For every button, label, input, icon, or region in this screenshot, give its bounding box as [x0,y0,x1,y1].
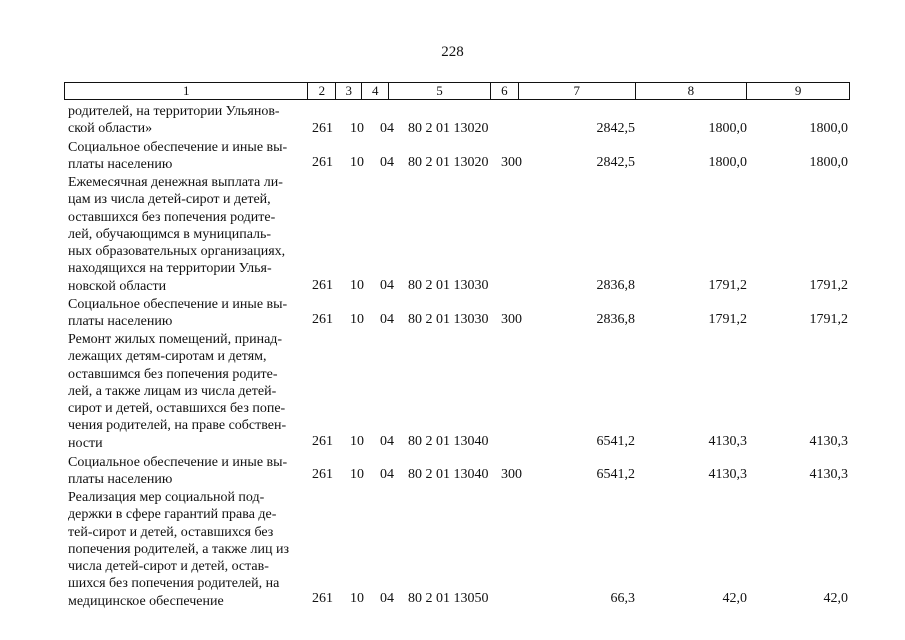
column-header-1: 1 [65,83,308,99]
column-header-7: 7 [519,83,636,99]
cell-col-5: 80 2 01 13030 [408,312,489,327]
cell-col-4: 04 [380,434,394,449]
cell-col-8: 4130,3 [708,434,747,449]
cell-col-9: 1791,2 [809,312,848,327]
cell-col-2: 261 [312,434,333,449]
row-description: Социальное обеспечение и иные вы- платы населению [68,297,288,330]
cell-col-7: 2836,8 [596,278,635,293]
cell-col-3: 10 [350,278,364,293]
row-description: родителей, на территории Ульянов- ской области» [68,104,280,137]
cell-col-8: 4130,3 [708,467,747,482]
column-header-5: 5 [389,83,491,99]
row-values [0,154,905,172]
cell-col-3: 10 [350,467,364,482]
row-description: Социальное обеспечение и иные вы- платы населению [68,140,288,173]
cell-col-7: 6541,2 [596,467,635,482]
page-number: 228 [441,44,464,60]
row-description: Ремонт жилых помещений, принад- лежащих детям-сиротам и детям, оставшимся без попечения родите- лей, а также лицам из числа детей- сирот и детей, оставшихся без попе- чения родителей, на праве собствен- ности [68,332,287,451]
cell-col-5: 80 2 01 13050 [408,591,489,606]
cell-col-4: 04 [380,121,394,136]
cell-col-9: 4130,3 [809,434,848,449]
column-header-9: 9 [794,83,802,98]
cell-col-8: 42,0 [722,591,747,606]
cell-col-5: 80 2 01 13040 [408,467,489,482]
row-values [0,590,905,608]
cell-col-4: 04 [380,155,394,170]
cell-col-9: 1800,0 [809,155,848,170]
cell-col-7: 2836,8 [596,312,635,327]
cell-col-9: 1791,2 [809,278,848,293]
row-description: Ежемесячная денежная выплата ли- цам из числа детей-сирот и детей, оставшихся без попечения родите- лей, обучающимся в муниципаль- ных образовательных организациях, находящихся на территории Улья- новской области [68,175,286,294]
row-values [0,433,905,451]
cell-col-2: 261 [312,155,333,170]
row-values [0,120,905,138]
cell-col-5: 80 2 01 13020 [408,121,489,136]
cell-col-3: 10 [350,155,364,170]
cell-col-3: 10 [350,312,364,327]
cell-col-4: 04 [380,312,394,327]
row-values [0,277,905,295]
cell-col-2: 261 [312,121,333,136]
cell-col-7: 6541,2 [596,434,635,449]
cell-col-5: 80 2 01 13030 [408,278,489,293]
column-header-2: 2 [308,83,336,99]
cell-col-6: 300 [501,155,522,170]
cell-col-2: 261 [312,312,333,327]
cell-col-7: 66,3 [610,591,635,606]
cell-col-9: 4130,3 [809,467,848,482]
cell-col-9: 42,0 [823,591,848,606]
row-description: Реализация мер социальной под- держки в сфере гарантий права де- тей-сирот и детей, оставшихся без попечения родителей, а также лиц из числа детей-сирот и детей, остав- шихся без попечения родителей, на медицинское обеспечение [68,490,289,609]
cell-col-8: 1800,0 [708,155,747,170]
column-header-4: 4 [362,83,389,99]
cell-col-4: 04 [380,467,394,482]
cell-col-4: 04 [380,278,394,293]
cell-col-6: 300 [501,467,522,482]
cell-col-8: 1791,2 [708,312,747,327]
cell-col-3: 10 [350,121,364,136]
cell-col-8: 1791,2 [708,278,747,293]
cell-col-9: 1800,0 [809,121,848,136]
column-header-6: 6 [491,83,519,99]
row-values [0,311,905,329]
cell-col-8: 1800,0 [708,121,747,136]
cell-col-2: 261 [312,591,333,606]
cell-col-2: 261 [312,278,333,293]
cell-col-7: 2842,5 [596,121,635,136]
column-header-3: 3 [336,83,362,99]
cell-col-3: 10 [350,434,364,449]
cell-col-4: 04 [380,591,394,606]
column-header-8: 8 [636,83,748,99]
cell-col-2: 261 [312,467,333,482]
cell-col-5: 80 2 01 13020 [408,155,489,170]
row-description: Социальное обеспечение и иные вы- платы населению [68,455,288,488]
cell-col-6: 300 [501,312,522,327]
cell-col-7: 2842,5 [596,155,635,170]
cell-col-5: 80 2 01 13040 [408,434,489,449]
row-values [0,466,905,484]
cell-col-3: 10 [350,591,364,606]
